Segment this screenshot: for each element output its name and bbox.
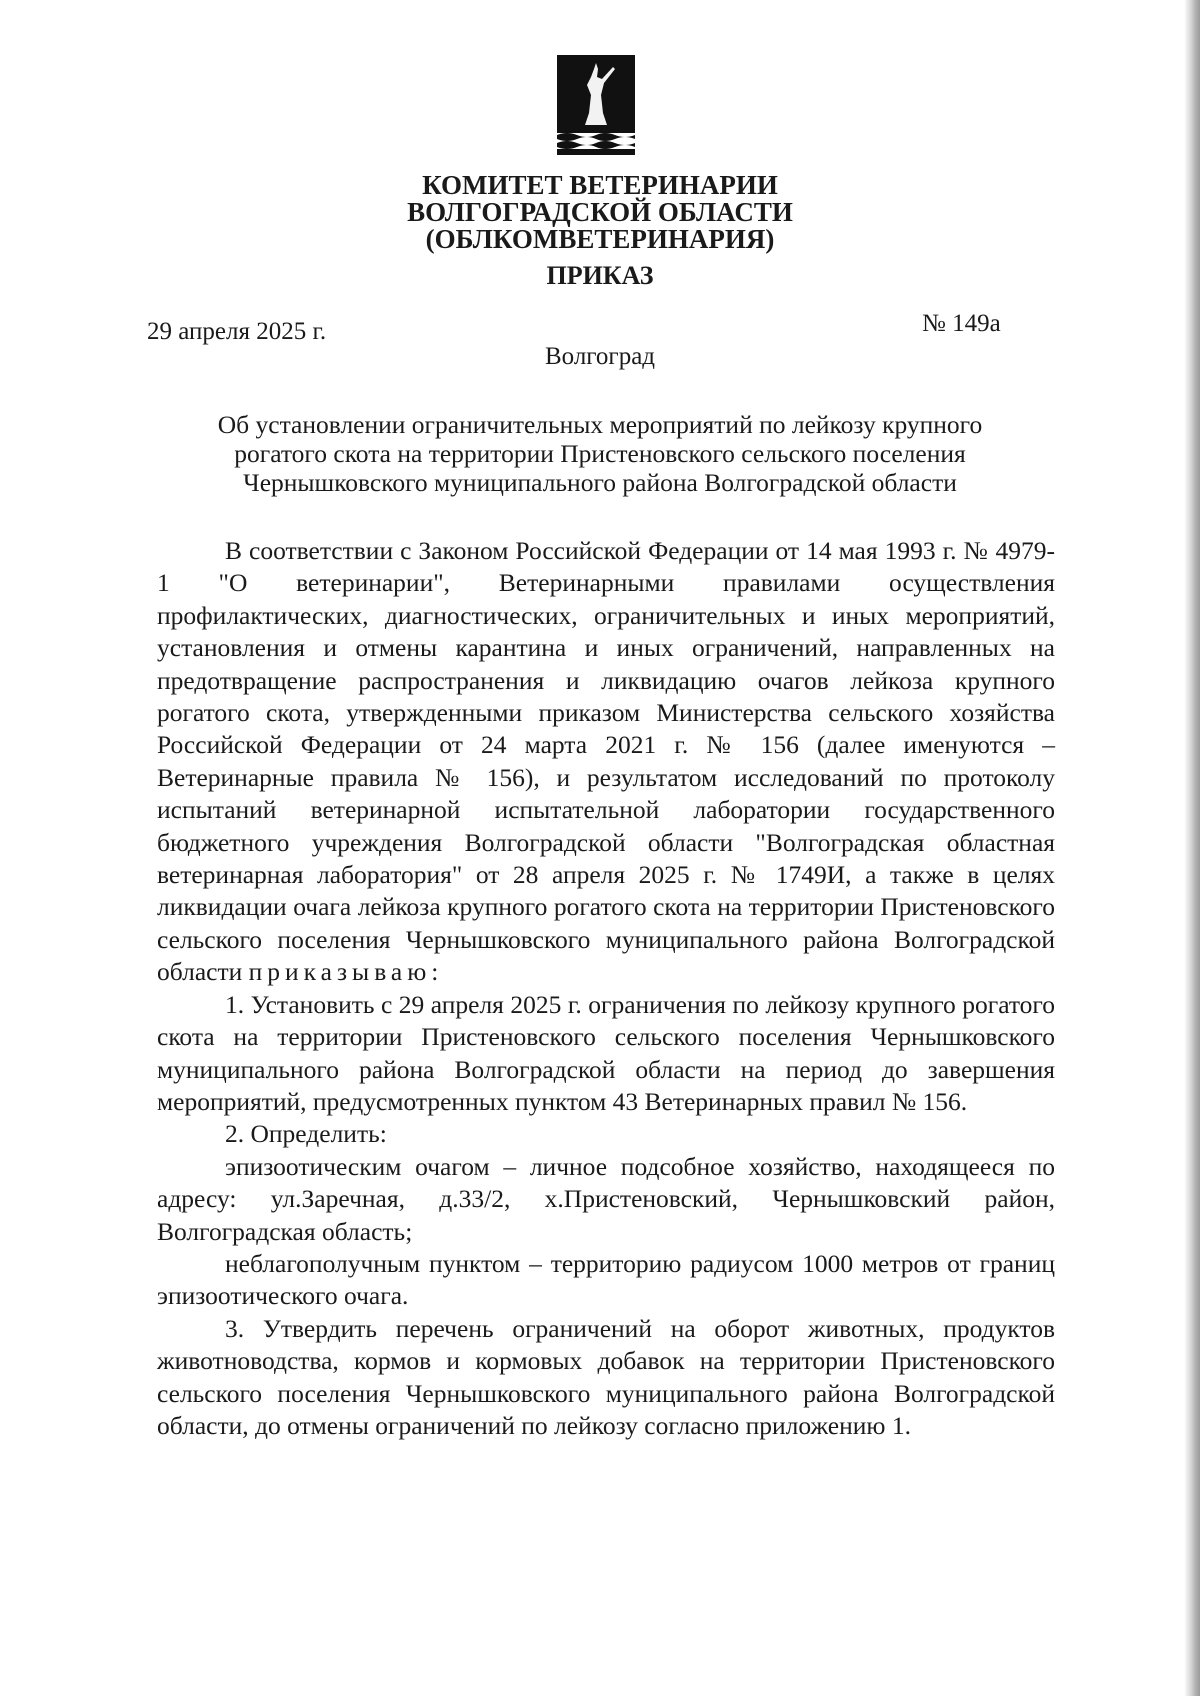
committee-line-2: ВОЛГОГРАДСКОЙ ОБЛАСТИ [407, 197, 793, 227]
order-title: ПРИКАЗ [546, 261, 654, 290]
subject-line-1: Об установлении ограничительных мероприятий по лейкозу крупного [217, 410, 983, 439]
subject-line-3: Чернышковского муниципального района Волгоградской области [243, 468, 957, 497]
preamble-text: В соответствии с Законом Российской Федерации от 14 мая 1993 г. № 4979-1 "О ветеринарии", Ветеринарными правилами осуществления профилактических, диагностических, ограничительных и иных мероприятий, установления и отмены карантина и иных ограничений, направленных на предотвращение распространения и ликвидацию очагов лейкоза крупного рогатого скота, утвержденными приказом Министерства сельского хозяйства Российской Федерации от 24 марта 2021 г. № 156 (далее именуются – Ветеринарные правила № 156), и результатом исследований по протоколу испытаний ветеринарной испытательной лаборатории государственного бюджетного учреждения Волгоградской области "Волгоградская областная ветеринарная лаборатория" от 28 апреля 2025 г. № 1749И, а также в целях ликвидации очага лейкоза крупного рогатого скота на территории Пристеновского сельского поселения Чернышковского муниципального района Волгоградской области [157, 536, 1055, 987]
order-word: приказываю: [248, 957, 444, 987]
order-date: 29 апреля 2025 г. [147, 318, 327, 345]
item-2a-paragraph: эпизоотическим очагом – личное подсобное хозяйство, находящееся по адресу: ул.Заречная, д.33/2, х.Пристеновский, Чернышковский район, Волгоградская область; [157, 1151, 1055, 1246]
committee-name [0, 172, 1200, 253]
subject-line-2: рогатого скота на территории Пристеновского сельского поселения [234, 439, 966, 468]
item-1-paragraph: 1. Установить с 29 апреля 2025 г. ограничения по лейкозу крупного рогатого скота на территории Пристеновского сельского поселения Чернышковского муниципального района Волгоградской области на период до завершения мероприятий, предусмотренных пунктом 43 Ветеринарных правил № 156. [157, 989, 1055, 1116]
order-city: Волгоград [544, 343, 656, 370]
item-2-paragraph: 2. Определить: [225, 1119, 387, 1149]
committee-line-1: КОМИТЕТ ВЕТЕРИНАРИИ [422, 170, 778, 200]
item-2b-paragraph: неблагополучным пунктом – территорию радиусом 1000 метров от границ эпизоотического очага. [157, 1248, 1055, 1311]
preamble-paragraph [157, 535, 1055, 989]
volgograd-coat-of-arms-icon [557, 55, 635, 155]
order-subject [150, 410, 1050, 497]
order-number: № 149а [922, 310, 1001, 337]
order-body [157, 535, 1055, 1442]
item-3-paragraph: 3. Утвердить перечень ограничений на оборот животных, продуктов животноводства, кормов и кормовых добавок на территории Пристеновского сельского поселения Чернышковского муниципального района Волгоградской области, до отмены ограничений по лейкозу согласно приложению 1. [157, 1313, 1055, 1440]
committee-line-3: (ОБЛКОМВЕТЕРИНАРИЯ) [425, 224, 775, 254]
scan-edge-shadow [1184, 0, 1200, 1696]
